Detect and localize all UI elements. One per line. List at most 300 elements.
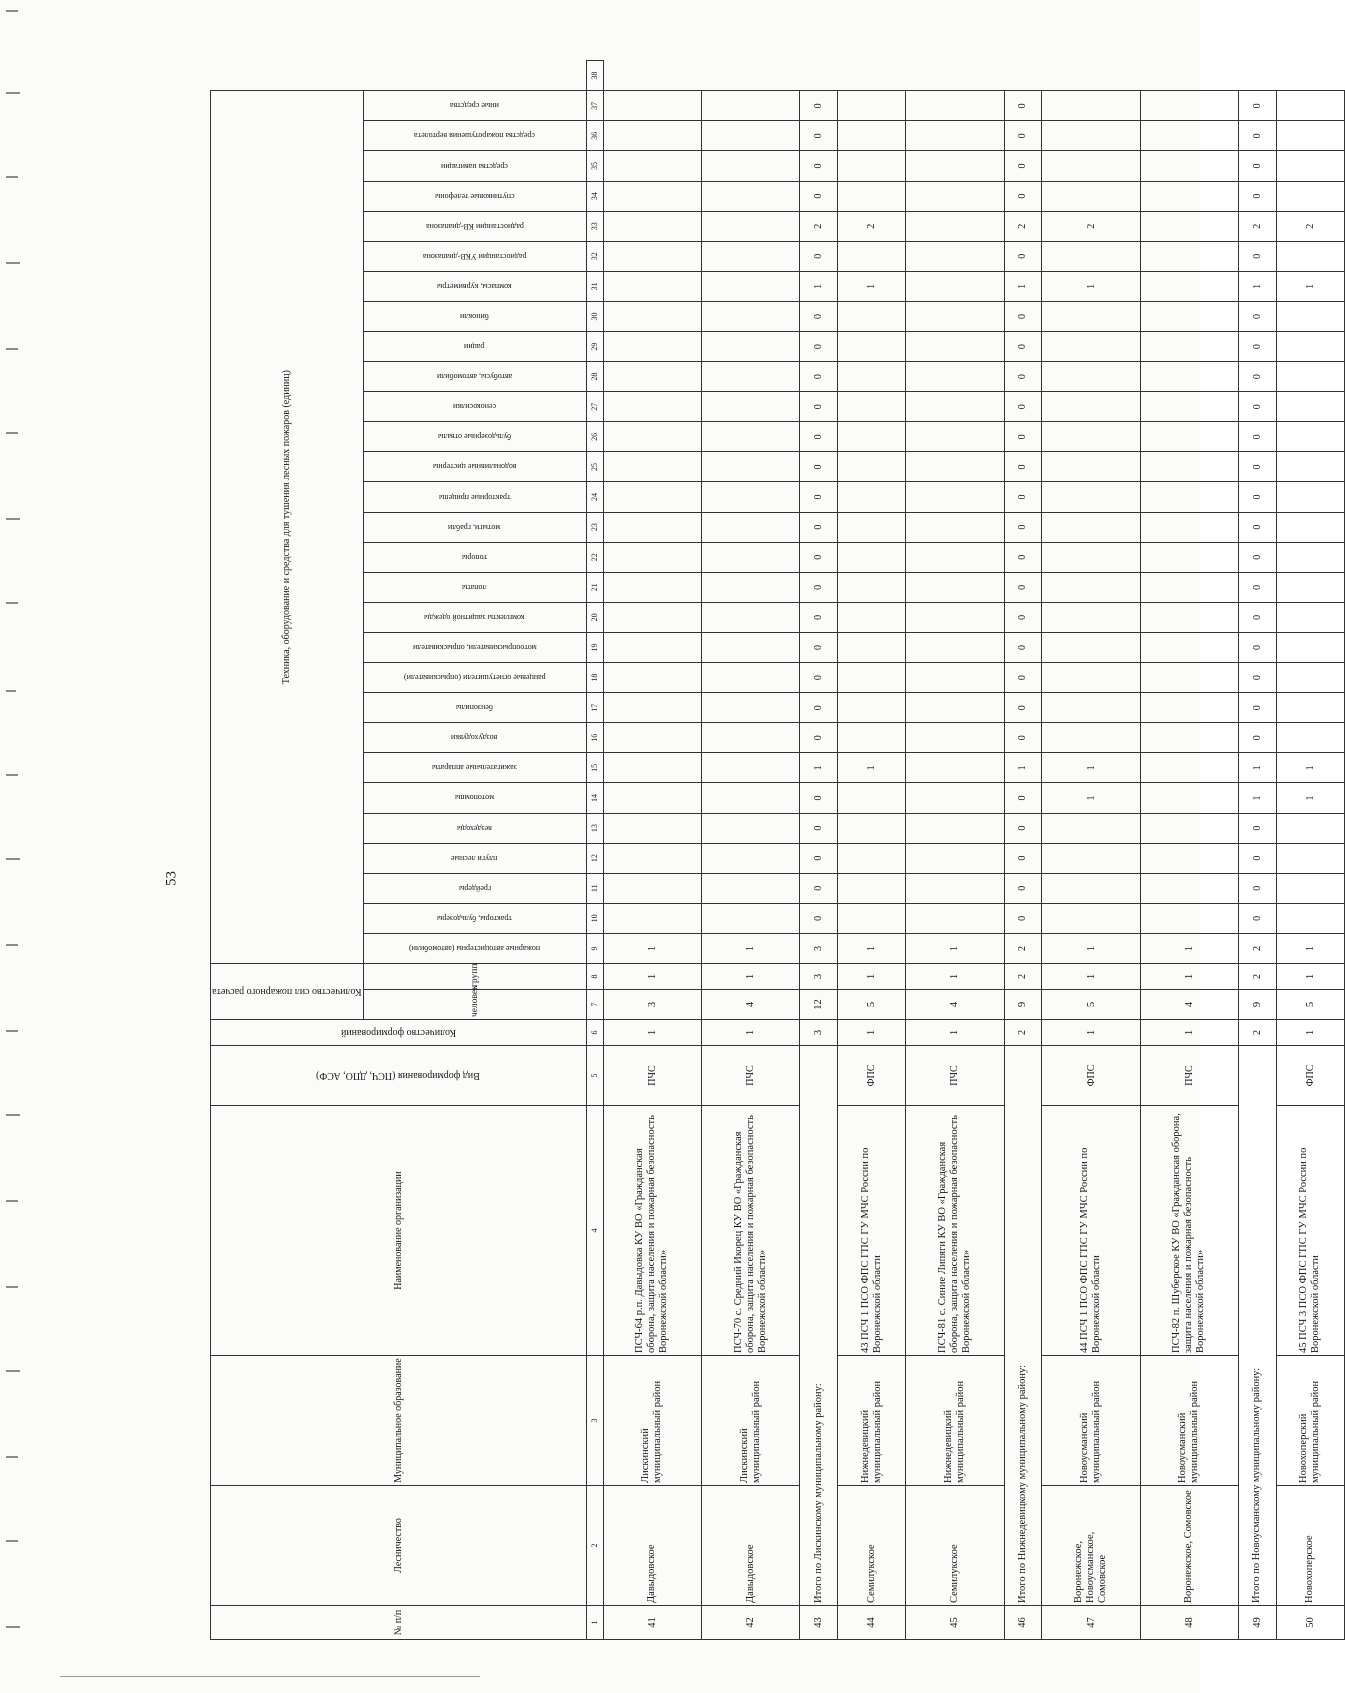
cell-equipment: 0 xyxy=(1004,121,1042,151)
cell-equipment xyxy=(701,211,799,241)
cell-equipment xyxy=(906,873,1004,903)
cell-equipment xyxy=(1042,693,1140,723)
column-number: 9 xyxy=(586,933,603,963)
header-equipment-group: Техника, оборудование и средства для тушения лесных пожаров (единиц) xyxy=(211,91,364,964)
cell-equipment: 0 xyxy=(1004,783,1042,813)
cell-equipment xyxy=(1276,602,1344,632)
cell-equipment xyxy=(838,151,906,181)
cell-equipment: 0 xyxy=(800,452,838,482)
cell-equipment xyxy=(603,632,701,662)
cell-equipment xyxy=(1140,663,1238,693)
cell-equipment xyxy=(1276,452,1344,482)
cell-equipment: 0 xyxy=(800,422,838,452)
header-equipment-col: грейдеры xyxy=(363,873,586,903)
cell-equipment: 0 xyxy=(1004,151,1042,181)
column-number: 36 xyxy=(586,121,603,151)
cell-equipment xyxy=(603,482,701,512)
cell-settlement: Новохоперское xyxy=(1276,1486,1344,1606)
cell-equipment: 3 xyxy=(800,933,838,963)
cell-equipment xyxy=(1276,723,1344,753)
page-number: 53 xyxy=(163,871,180,886)
cell-equipment xyxy=(1276,392,1344,422)
column-number: 24 xyxy=(586,482,603,512)
column-number: 35 xyxy=(586,151,603,181)
forest-fire-resources-table xyxy=(210,60,1345,1640)
cell-equipment xyxy=(1276,542,1344,572)
cell-equipment: 1 xyxy=(800,753,838,783)
cell-equipment: 0 xyxy=(1004,91,1042,121)
cell-equipment: 0 xyxy=(1239,482,1277,512)
column-number: 38 xyxy=(586,61,603,91)
cell-equipment xyxy=(906,542,1004,572)
cell-equipment: 0 xyxy=(1004,723,1042,753)
cell-equipment xyxy=(1276,663,1344,693)
cell-equipment xyxy=(603,512,701,542)
cell-equipment xyxy=(1140,542,1238,572)
cell-no: 47 xyxy=(1042,1606,1140,1640)
cell-equipment xyxy=(906,392,1004,422)
cell-equipment xyxy=(701,181,799,211)
cell-equipment: 2 xyxy=(1239,211,1277,241)
header-equipment-col: компасы, курвиметры xyxy=(363,271,586,301)
cell-type: ПЧС xyxy=(701,1046,799,1106)
cell-equipment xyxy=(701,873,799,903)
cell-formations: 1 xyxy=(1140,1020,1238,1046)
cell-equipment: 1 xyxy=(1042,271,1140,301)
cell-equipment: 0 xyxy=(1239,903,1277,933)
cell-equipment xyxy=(1042,602,1140,632)
cell-settlement: Давыдовское xyxy=(701,1486,799,1606)
cell-equipment xyxy=(603,271,701,301)
cell-equipment xyxy=(603,301,701,331)
cell-equipment: 0 xyxy=(800,482,838,512)
cell-equipment: 0 xyxy=(800,301,838,331)
cell-equipment xyxy=(701,753,799,783)
cell-formations: 3 xyxy=(800,1020,838,1046)
cell-equipment xyxy=(701,271,799,301)
column-number: 3 xyxy=(586,1356,603,1486)
cell-people: 3 xyxy=(603,990,701,1020)
column-number: 27 xyxy=(586,392,603,422)
column-number: 21 xyxy=(586,572,603,602)
cell-equipment xyxy=(1042,332,1140,362)
cell-equipment xyxy=(838,813,906,843)
cell-equipment xyxy=(603,873,701,903)
cell-equipment xyxy=(1140,301,1238,331)
header-forces: Количество сил пожарного расчета xyxy=(211,964,364,1020)
cell-equipment xyxy=(1140,512,1238,542)
cell-equipment: 0 xyxy=(1239,843,1277,873)
cell-equipment: 0 xyxy=(800,91,838,121)
cell-equipment xyxy=(906,271,1004,301)
cell-municipality: Лискинский муниципальный район xyxy=(603,1356,701,1486)
cell-equipment xyxy=(1140,693,1238,723)
cell-equipment: 0 xyxy=(1004,452,1042,482)
cell-equipment: 2 xyxy=(838,211,906,241)
cell-formations: 2 xyxy=(1239,1020,1277,1046)
cell-equipment xyxy=(838,91,906,121)
cell-total-label: Итого по Нижнедевицкому муниципальному району: xyxy=(1004,1046,1042,1606)
header-equipment-col: автобусы, автомобили xyxy=(363,362,586,392)
column-number: 29 xyxy=(586,332,603,362)
cell-equipment xyxy=(906,301,1004,331)
cell-equipment: 1 xyxy=(701,933,799,963)
cell-equipment xyxy=(701,151,799,181)
cell-municipality: Новоусманский муниципальный район xyxy=(1140,1356,1238,1486)
header-equipment-col: бинокли xyxy=(363,301,586,331)
header-equipment-col: мотопомпы xyxy=(363,783,586,813)
table-total-row xyxy=(1239,61,1277,1640)
cell-equipment xyxy=(906,753,1004,783)
cell-equipment xyxy=(603,181,701,211)
cell-equipment xyxy=(701,783,799,813)
cell-equipment: 0 xyxy=(1239,121,1277,151)
header-equipment-col: водоналивные цистерны xyxy=(363,452,586,482)
column-number: 15 xyxy=(586,753,603,783)
cell-equipment xyxy=(701,632,799,662)
cell-equipment xyxy=(1140,452,1238,482)
cell-equipment xyxy=(1042,482,1140,512)
cell-equipment: 0 xyxy=(800,723,838,753)
cell-equipment xyxy=(701,121,799,151)
cell-equipment xyxy=(1140,482,1238,512)
cell-groups: 1 xyxy=(838,964,906,990)
cell-equipment: 0 xyxy=(1239,91,1277,121)
cell-people: 12 xyxy=(800,990,838,1020)
cell-settlement: Воронежское, Сомовское xyxy=(1140,1486,1238,1606)
header-organization: Наименование организации xyxy=(211,1106,587,1356)
cell-equipment xyxy=(1140,181,1238,211)
column-number: 2 xyxy=(586,1486,603,1606)
cell-type: ФПС xyxy=(1042,1046,1140,1106)
cell-equipment: 1 xyxy=(1276,753,1344,783)
rotated-table-wrapper xyxy=(210,60,1322,1640)
cell-equipment: 0 xyxy=(1239,542,1277,572)
cell-equipment xyxy=(603,211,701,241)
cell-equipment xyxy=(906,632,1004,662)
header-type: Вид формирования (ПСЧ, ДПО, АСФ) xyxy=(211,1046,587,1106)
cell-equipment xyxy=(603,572,701,602)
column-number: 8 xyxy=(586,964,603,990)
cell-equipment xyxy=(701,903,799,933)
cell-equipment xyxy=(701,512,799,542)
header-formations: Количество формирований xyxy=(211,1020,587,1046)
cell-equipment: 1 xyxy=(1140,933,1238,963)
cell-equipment xyxy=(1276,843,1344,873)
cell-equipment: 0 xyxy=(1004,903,1042,933)
header-equipment-col: бульдозерные отвалы xyxy=(363,422,586,452)
cell-equipment xyxy=(906,693,1004,723)
cell-equipment xyxy=(906,422,1004,452)
cell-people: 9 xyxy=(1004,990,1042,1020)
table-total-row xyxy=(800,61,838,1640)
cell-equipment xyxy=(906,332,1004,362)
cell-equipment xyxy=(603,452,701,482)
cell-formations: 1 xyxy=(838,1020,906,1046)
cell-municipality: Лискинский муниципальный район xyxy=(701,1356,799,1486)
cell-equipment xyxy=(603,121,701,151)
cell-type: ПЧС xyxy=(906,1046,1004,1106)
cell-equipment: 0 xyxy=(1239,392,1277,422)
cell-equipment xyxy=(1140,271,1238,301)
cell-equipment: 0 xyxy=(1239,632,1277,662)
cell-equipment xyxy=(838,181,906,211)
cell-equipment xyxy=(906,602,1004,632)
cell-equipment xyxy=(838,843,906,873)
cell-equipment xyxy=(701,482,799,512)
cell-equipment: 0 xyxy=(1004,572,1042,602)
cell-equipment xyxy=(838,693,906,723)
cell-equipment: 0 xyxy=(800,903,838,933)
column-number: 17 xyxy=(586,693,603,723)
cell-no: 48 xyxy=(1140,1606,1238,1640)
column-number: 4 xyxy=(586,1106,603,1356)
header-equipment-col: вездеходы xyxy=(363,813,586,843)
cell-equipment: 0 xyxy=(800,392,838,422)
cell-equipment: 0 xyxy=(1239,362,1277,392)
cell-equipment xyxy=(603,602,701,632)
header-equipment-col: воздуходувки xyxy=(363,723,586,753)
cell-equipment xyxy=(838,602,906,632)
cell-equipment xyxy=(701,241,799,271)
cell-equipment: 1 xyxy=(838,933,906,963)
scan-bottom-line xyxy=(60,1676,480,1677)
cell-equipment xyxy=(906,512,1004,542)
cell-equipment: 0 xyxy=(800,693,838,723)
cell-equipment xyxy=(1140,753,1238,783)
cell-people: 5 xyxy=(1276,990,1344,1020)
cell-equipment: 0 xyxy=(1004,602,1042,632)
cell-people: 5 xyxy=(1042,990,1140,1020)
column-number: 10 xyxy=(586,903,603,933)
cell-equipment xyxy=(906,723,1004,753)
column-number: 14 xyxy=(586,783,603,813)
cell-equipment xyxy=(906,241,1004,271)
cell-equipment xyxy=(906,91,1004,121)
header-equipment-col: ранцевые огнетушители (опрыскиватели) xyxy=(363,663,586,693)
cell-equipment xyxy=(701,392,799,422)
column-number: 16 xyxy=(586,723,603,753)
cell-equipment xyxy=(1276,813,1344,843)
table-row xyxy=(906,61,1004,1640)
cell-equipment: 0 xyxy=(800,572,838,602)
cell-equipment xyxy=(1140,211,1238,241)
cell-equipment: 0 xyxy=(1239,723,1277,753)
cell-groups: 1 xyxy=(701,964,799,990)
cell-groups: 3 xyxy=(800,964,838,990)
cell-equipment: 1 xyxy=(1004,753,1042,783)
cell-equipment xyxy=(838,121,906,151)
cell-organization: ПСЧ-81 с. Синие Липяги КУ ВО «Гражданская оборона, защита населения и пожарная безопасность Воронежской области» xyxy=(906,1106,1004,1356)
cell-equipment xyxy=(603,663,701,693)
cell-type: ФПС xyxy=(838,1046,906,1106)
column-number: 11 xyxy=(586,873,603,903)
cell-equipment xyxy=(1042,181,1140,211)
cell-settlement: Давыдовское xyxy=(603,1486,701,1606)
cell-equipment xyxy=(1276,693,1344,723)
cell-settlement: Семилукское xyxy=(838,1486,906,1606)
cell-equipment xyxy=(1276,151,1344,181)
cell-equipment xyxy=(906,572,1004,602)
cell-equipment: 0 xyxy=(1004,843,1042,873)
table-row xyxy=(1042,61,1140,1640)
column-number: 13 xyxy=(586,813,603,843)
table-row xyxy=(603,61,701,1640)
cell-equipment xyxy=(1042,241,1140,271)
header-equipment-col: тракторы, бульдозеры xyxy=(363,903,586,933)
header-equipment-col: радиостанции КВ-диапазона xyxy=(363,211,586,241)
cell-equipment xyxy=(701,542,799,572)
cell-equipment: 0 xyxy=(1004,422,1042,452)
cell-no: 42 xyxy=(701,1606,799,1640)
cell-equipment: 1 xyxy=(603,933,701,963)
header-equipment-col: средства навигации xyxy=(363,151,586,181)
cell-equipment: 1 xyxy=(1276,783,1344,813)
cell-equipment: 0 xyxy=(800,843,838,873)
cell-equipment: 1 xyxy=(1004,271,1042,301)
cell-equipment xyxy=(838,422,906,452)
cell-equipment xyxy=(1140,843,1238,873)
cell-equipment xyxy=(906,482,1004,512)
cell-equipment xyxy=(603,241,701,271)
cell-equipment xyxy=(701,572,799,602)
column-number: 22 xyxy=(586,542,603,572)
cell-equipment: 0 xyxy=(800,632,838,662)
cell-people: 5 xyxy=(838,990,906,1020)
column-number: 7 xyxy=(586,990,603,1020)
cell-equipment xyxy=(701,362,799,392)
cell-people: 4 xyxy=(906,990,1004,1020)
cell-equipment: 0 xyxy=(800,783,838,813)
cell-people: 4 xyxy=(701,990,799,1020)
column-number: 26 xyxy=(586,422,603,452)
cell-equipment xyxy=(603,332,701,362)
cell-equipment xyxy=(838,903,906,933)
cell-organization: ПСЧ-82 п. Шуберское КУ ВО «Гражданская оборона, защита населения и пожарная безопасность Воронежской области» xyxy=(1140,1106,1238,1356)
column-number: 32 xyxy=(586,241,603,271)
cell-equipment: 1 xyxy=(906,933,1004,963)
cell-equipment xyxy=(838,873,906,903)
column-number: 37 xyxy=(586,91,603,121)
header-groups: групп xyxy=(363,964,586,990)
cell-equipment: 0 xyxy=(800,602,838,632)
cell-equipment xyxy=(838,362,906,392)
cell-equipment xyxy=(1276,332,1344,362)
header-people: человек xyxy=(363,990,586,1020)
cell-equipment xyxy=(906,151,1004,181)
cell-equipment xyxy=(1042,632,1140,662)
cell-municipality: Новохоперский муниципальный район xyxy=(1276,1356,1344,1486)
cell-equipment: 1 xyxy=(800,271,838,301)
header-settlement: Лесничество xyxy=(211,1486,587,1606)
cell-people: 9 xyxy=(1239,990,1277,1020)
cell-no: 45 xyxy=(906,1606,1004,1640)
cell-equipment xyxy=(1140,903,1238,933)
column-number: 18 xyxy=(586,663,603,693)
cell-equipment: 0 xyxy=(800,181,838,211)
cell-equipment xyxy=(838,572,906,602)
cell-equipment xyxy=(1276,121,1344,151)
column-number: 12 xyxy=(586,843,603,873)
cell-equipment xyxy=(1140,602,1238,632)
cell-groups: 1 xyxy=(1140,964,1238,990)
cell-equipment: 0 xyxy=(1239,813,1277,843)
cell-equipment: 1 xyxy=(1239,783,1277,813)
cell-equipment: 2 xyxy=(800,211,838,241)
cell-no: 44 xyxy=(838,1606,906,1640)
cell-equipment: 2 xyxy=(1276,211,1344,241)
header-equipment-col: бензопилы xyxy=(363,693,586,723)
cell-equipment xyxy=(701,813,799,843)
cell-equipment: 0 xyxy=(1004,873,1042,903)
cell-equipment: 0 xyxy=(1004,241,1042,271)
cell-equipment xyxy=(906,181,1004,211)
cell-equipment xyxy=(838,392,906,422)
cell-equipment: 0 xyxy=(800,512,838,542)
cell-equipment xyxy=(1042,663,1140,693)
cell-equipment xyxy=(603,843,701,873)
cell-equipment: 0 xyxy=(1004,392,1042,422)
cell-groups: 1 xyxy=(1276,964,1344,990)
cell-equipment xyxy=(1276,632,1344,662)
cell-equipment xyxy=(701,843,799,873)
cell-equipment: 1 xyxy=(1239,271,1277,301)
cell-equipment xyxy=(1042,362,1140,392)
cell-equipment xyxy=(603,151,701,181)
cell-equipment xyxy=(1042,813,1140,843)
header-equipment-col: пожарные автоцистерны (автомобили) xyxy=(363,933,586,963)
cell-equipment xyxy=(1042,572,1140,602)
cell-settlement: Воронежское, Новоусманское, Сомовское xyxy=(1042,1486,1140,1606)
cell-no: 46 xyxy=(1004,1606,1042,1640)
cell-equipment: 0 xyxy=(1239,873,1277,903)
cell-groups: 1 xyxy=(906,964,1004,990)
column-number: 28 xyxy=(586,362,603,392)
cell-equipment xyxy=(1276,91,1344,121)
cell-equipment xyxy=(1042,903,1140,933)
cell-total-label: Итого по Новоусманскому муниципальному району: xyxy=(1239,1046,1277,1606)
cell-groups: 2 xyxy=(1239,964,1277,990)
cell-settlement: Семилукское xyxy=(906,1486,1004,1606)
cell-organization: ПСЧ-70 с. Средний Икорец КУ ВО «Гражданская оборона, защита населения и пожарная безопасность Воронежской области» xyxy=(701,1106,799,1356)
cell-equipment xyxy=(1140,632,1238,662)
cell-equipment xyxy=(906,813,1004,843)
cell-equipment: 0 xyxy=(800,362,838,392)
table-row xyxy=(1276,61,1344,1640)
cell-equipment xyxy=(906,362,1004,392)
cell-equipment: 0 xyxy=(1239,572,1277,602)
cell-type: ФПС xyxy=(1276,1046,1344,1106)
cell-equipment: 0 xyxy=(1239,512,1277,542)
cell-equipment: 0 xyxy=(800,663,838,693)
table-row xyxy=(701,61,799,1640)
cell-groups: 1 xyxy=(603,964,701,990)
cell-equipment xyxy=(838,512,906,542)
cell-formations: 1 xyxy=(1276,1020,1344,1046)
cell-equipment: 1 xyxy=(838,753,906,783)
cell-equipment: 1 xyxy=(1276,271,1344,301)
cell-equipment: 0 xyxy=(1004,512,1042,542)
cell-total-label: Итого по Лискинскому муниципальному району: xyxy=(800,1046,838,1606)
cell-equipment: 0 xyxy=(800,332,838,362)
cell-equipment xyxy=(701,422,799,452)
cell-equipment xyxy=(1140,392,1238,422)
cell-equipment xyxy=(1276,903,1344,933)
cell-organization: 43 ПСЧ 1 ПСО ФПС ГПС ГУ МЧС России по Воронежской области xyxy=(838,1106,906,1356)
cell-equipment xyxy=(603,392,701,422)
cell-equipment xyxy=(1140,813,1238,843)
cell-municipality: Нижнедевицкий муниципальный район xyxy=(838,1356,906,1486)
